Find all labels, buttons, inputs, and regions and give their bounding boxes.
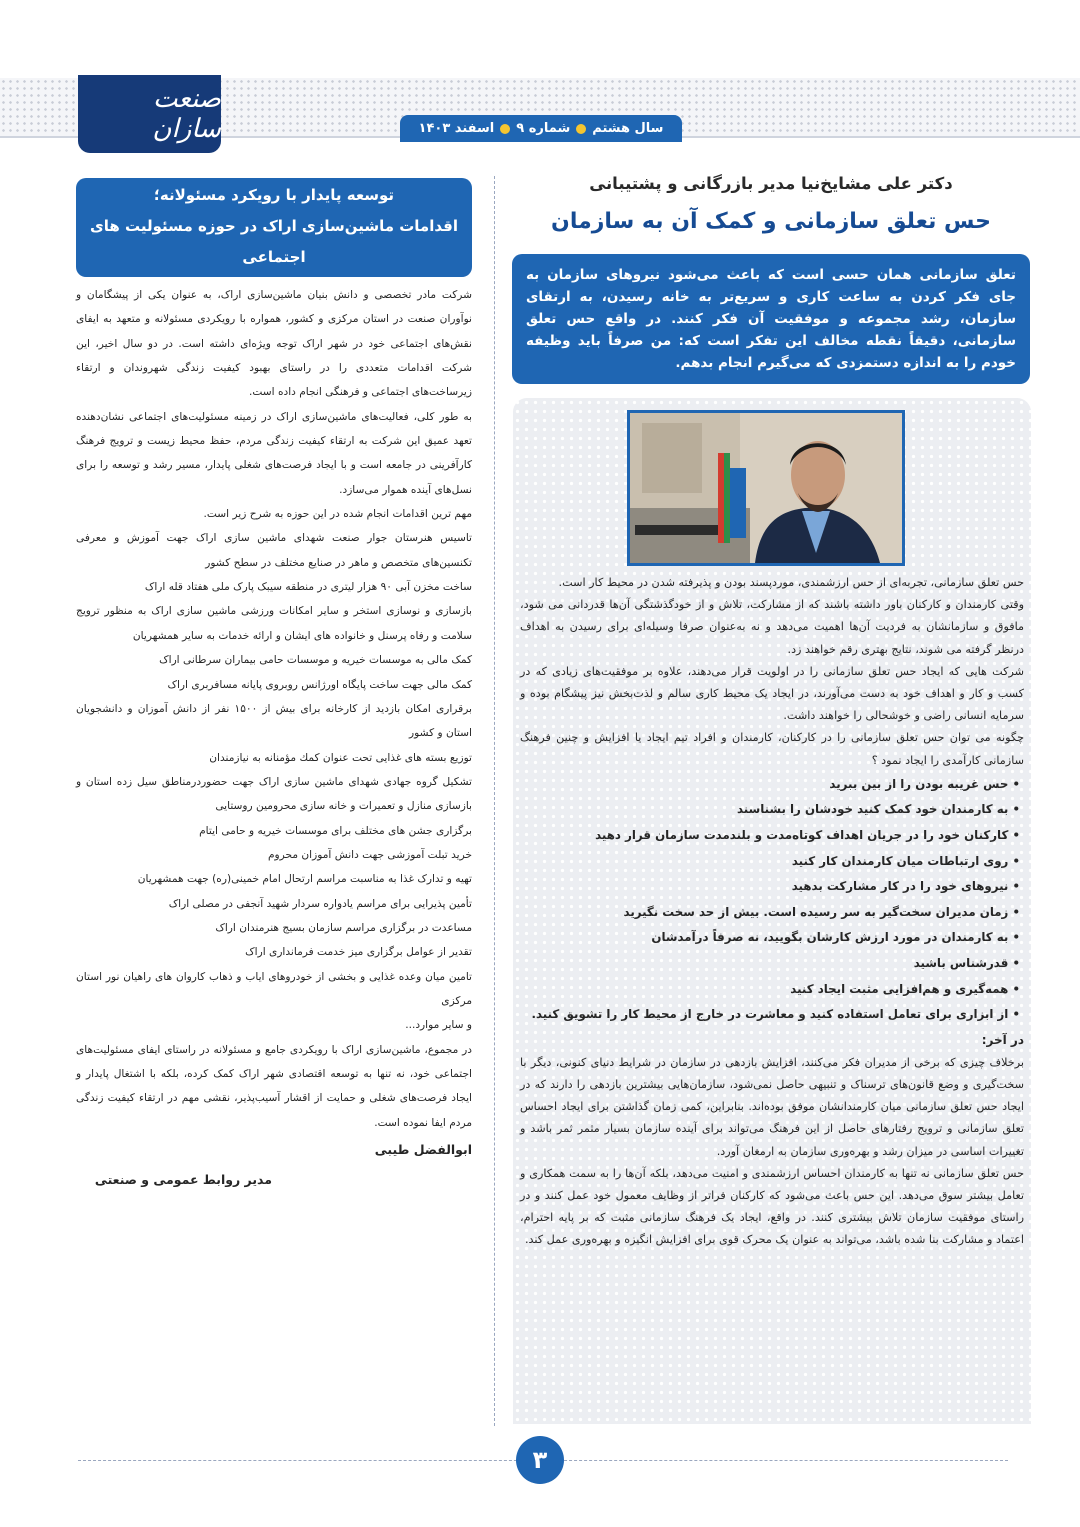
- bullet-item: • به کارمندان خود کمک کنید خودشان را بشناسند: [736, 802, 1020, 817]
- column-separator: [494, 176, 495, 1426]
- bullet-item: • قدرشناس باشید: [913, 955, 1020, 970]
- author-photo: [627, 410, 905, 566]
- bullet-item: • کارکنان خود را در جریان اهداف کوتاه‌مدت و بلندمدت سازمان قرار دهید: [595, 828, 1020, 843]
- body-paragraph: شرکت هایی که ایجاد حس تعلق سازمانی را در اولویت قرار می‌دهند، علاوه بر موفقیت‌های زیادی که در کسب و کار و اهداف خود به دست می‌آورند، در ایجاد یک محیط کاری سالم و لذت‌بخش نیز پیشگام بوده و سرمایه انسانی راضی و خوشحالی را خواهند داشت.: [520, 664, 1024, 723]
- issue-year: سال هشتم: [592, 121, 664, 136]
- body-paragraph: حس تعلق سازمانی، تجربه‌ای از حس ارزشمندی، موردپسند بودن و پذیرفته شدن در محیط کار است.: [558, 576, 1024, 589]
- list-item: و سایر موارد...: [405, 1019, 472, 1032]
- list-item: تاسیس هنرستان جوار صنعت شهدای ماشین سازی اراک جهت آموزش و معرفی تکنسین‌های متخصص و ماهر در صنایع مختلف در سطح کشور: [76, 532, 472, 569]
- body-paragraph: شرکت مادر تخصصی و دانش بنیان ماشین‌سازی اراک، به عنوان یکی از پیشگامان و نوآوران صنعت در استان مرکزی و کشور، همواره با رویکردی مسئولانه و متعهد به ایفای نقش‌های اجتماعی خود در شهر اراک توجه ویژه‌ای داشته است. در دو سال اخیر، این شرکت اقدامات متعددی را در راستای بهبود کیفیت زندگی شهروندان و ارتقاء زیرساخت‌های اجتماعی و فرهنگی انجام داده است.: [76, 289, 472, 399]
- list-item: تامین میان وعده غذایی و بخشی از خودروهای ایاب و ذهاب کاروان های راهیان نور استان مرکزی: [76, 970, 472, 1007]
- list-item: کمک مالی به موسسات خیریه و موسسات حامی بیماران سرطانی اراک: [159, 654, 472, 667]
- conclusion-label: در آخر:: [981, 1032, 1024, 1047]
- article-body: [520, 572, 1024, 1252]
- signature-title: مدیر روابط عمومی و صنعتی: [94, 1172, 272, 1188]
- list-item: برقراری امکان بازدید از کارخانه برای بیش از ۱۵۰۰ نفر از دانش آموزان و دانشجویان استان و کشور: [76, 702, 473, 740]
- list-item: تهیه و تدارک غذا به مناسبت مراسم ارتحال امام خمینی(ره) جهت همشهریان: [137, 873, 472, 886]
- bullet-item: • زمان مدیران سخت‌گیر به سر رسیده است. بیش از حد سخت نگیرید: [623, 904, 1020, 919]
- signature-name: ابوالفضل طیبی: [374, 1142, 472, 1158]
- issue-info: [400, 115, 682, 142]
- bullet-item: • روی ارتباطات میان کارمندان کار کنید: [791, 853, 1020, 868]
- list-item: تقدیر از عوامل برگزاری میز خدمت فرمانداری اراک: [245, 946, 472, 959]
- article-title: حس تعلق سازمانی و کمک آن به سازمان: [551, 209, 991, 234]
- body-paragraph: در مجموع، ماشین‌سازی اراک با رویکردی جامع و مسئولانه در راستای ایفای مسئولیت‌های اجتماعی خود، نه تنها به توسعه اقتصادی شهر اراک کمک کرده، بلکه با اشتغال پایدار و ایجاد فرصت‌های شغلی و حمایت از اقشار آسیب‌پذیر، نقشی مهم در ارتقاء کیفیت زندگی مردم ایفا نموده است.: [76, 1043, 472, 1129]
- issue-number: شماره ۹: [516, 121, 571, 136]
- list-item: بازسازی و نوسازی استخر و سایر امکانات ورزشی ماشین سازی اراک به منظور ترویج سلامت و رفاه پرسنل و خانواده های ایشان و ارائه خدمات به سایر همشهریان: [76, 605, 472, 642]
- bullet-item: • نیروهای خود را در کار مشارکت بدهید: [791, 879, 1020, 894]
- list-item: مساعدت در برگزاری مراسم سازمان بسیج هنرمندان اراک: [215, 921, 472, 934]
- list-item: ساخت مخزن آبی ۹۰ هزار لیتری در منطقه سیبک پارک ملی هفتاد قله اراک: [144, 581, 472, 594]
- issue-date: اسفند ۱۴۰۳: [418, 121, 495, 136]
- left-title-line1: توسعه پایدار با رویکرد مسئولانه؛: [153, 186, 395, 204]
- list-item: توزیع بسته های غذایی تحت عنوان کمك مؤمنانه به نیازمندان: [209, 751, 472, 764]
- bullet-item: • به کارمندان در مورد ارزش کارشان بگویید، نه صرفاً درآمدشان: [651, 930, 1020, 945]
- bullet-item: • حس غریبه بودن را از بین ببرید: [829, 776, 1020, 791]
- left-article-body: [76, 283, 472, 1195]
- list-item: تشکیل گروه جهادی شهدای ماشین سازی اراک جهت حضوردرمناطق سیل زده استان و بازسازی منازل و تعمیرات و خانه سازی محرومین روستایی: [76, 775, 472, 813]
- page-number: ۳: [516, 1436, 564, 1484]
- body-paragraph: مهم ترین اقدامات انجام شده در این حوزه به شرح زیر است.: [203, 508, 472, 521]
- logo-text: صنعت سازان: [152, 84, 221, 144]
- bullet-item: • از ابزاری برای تعامل استفاده کنید و معاشرت در خارج از محیط کار را تشویق کنید.: [531, 1007, 1020, 1022]
- body-paragraph: برخلاف چیزی که برخی از مدیران فکر می‌کنند، افزایش بازدهی در سازمان در شرایط دنیای کنونی، دیگر با سخت‌گیری و وضع قانون‌های ترسناک و تنبیهی حاصل نمی‌شود، سازمان‌هایی بیشترین بازدهی را دارند که در ایجاد حس تعلق سازمانی میان کارمندانشان موفق بوده‌اند. بنابراین، کمی زمان گذاشتن برای ایجاد احساس تعلق سازمانی و ترویج رفتارهای حاصل از این فرهنگ می‌تواند برای آینده سازمان بسیار مثمر ثمر باشد و تغییرات اساسی در میزان رشد و بهره‌وری سازمان به ارمغان آورد.: [520, 1055, 1024, 1158]
- list-item: کمک مالی جهت ساخت پایگاه اورژانس روبروی پایانه مسافربری اراک: [167, 678, 472, 691]
- body-paragraph: به طور کلی، فعالیت‌های ماشین‌سازی اراک در زمینه مسئولیت‌های اجتماعی نشان‌دهنده تعهد عمیق این شرکت به ارتقاء کیفیت زندگی مردم، حفظ محیط زیست و ترویج فرهنگ کارآفرینی در جامعه است و با ایجاد فرصت‌های شغلی پایدار، مسیر رشد و توسعه را برای نسل‌های آینده هموار می‌سازد.: [76, 410, 472, 496]
- list-item: برگزاری جشن های مختلف برای موسسات خیریه و حامی ایتام: [199, 824, 472, 837]
- left-article-title: [76, 178, 472, 277]
- author-line: دکتر علی مشایخ‌نیا مدیر بازرگانی و پشتیبانی: [589, 174, 953, 193]
- lead-paragraph: تعلق سازمانی همان حسی است که باعث می‌شود نیروهای سازمان به جای فکر کردن به ساعت کاری و سریع‌تر به خانه رسیدن، به ارتقای سازمان، رشد مجموعه و موفقیت آن فکر کنند. در واقع حس تعلق سازمانی، دقیقاً نقطه مخالف این تفکر است که: من صرفاً باید وظیفه خودم را به اندازه دستمزدی که می‌گیرم انجام بدهم.: [512, 254, 1030, 384]
- body-paragraph: حس تعلق سازمانی نه تنها به کارمندان احساس ارزشمندی و امنیت می‌دهد، بلکه آن‌ها را به سمت همکاری و تعامل بیشتر سوق می‌دهد. این حس باعث می‌شود که کارکنان فراتر از وظایف معمول خود عمل کنند و در راستای موفقیت سازمان تلاش بیشتری کنند. در واقع، ایجاد یک فرهنگ سازمانی مثبت که بر پایه احترام، اعتماد و مشارکت بنا شده باشد، می‌تواند به عنوان یک محرک قوی برای افزایش انگیزه و بهره‌وری عمل کند.: [520, 1166, 1024, 1247]
- left-title-line2: اقدامات ماشین‌سازی اراک در حوزه مسئولیت های اجتماعی: [90, 217, 458, 266]
- bullet-item: • همه‌گیری و هم‌افزایی مثبت ایجاد کنید: [790, 981, 1020, 996]
- right-article-header: [512, 170, 1030, 384]
- dot-icon: [500, 124, 510, 134]
- magazine-logo: [78, 75, 221, 153]
- list-item: تأمین پذیرایی برای مراسم یادواره سردار شهید آنجفی در مصلی اراک: [168, 897, 472, 910]
- body-paragraph: وقتی کارمندان و کارکنان باور داشته باشند که از مشارکت، تلاش و از خودگذشتگی آن‌ها قدردانی می شود، مافوق و سازمانشان به فردیت آن‌ها اهمیت می‌دهد و نه به‌عنوان صرفا وسیله‌ای برای رسیدن به اهداف درنظر گرفته می شوند، نتایج بهتری رقم خواهند زد.: [520, 598, 1024, 656]
- list-item: خرید تبلت آموزشی جهت دانش آموزان محروم: [268, 848, 472, 861]
- dot-icon: [576, 124, 586, 134]
- body-paragraph: چگونه می توان حس تعلق سازمانی را در کارکنان، کارمندان و افراد تیم ایجاد یا افزایش و چنین فرهنگ سازمانی کارآمدی را ایجاد نمود ؟: [520, 731, 1024, 767]
